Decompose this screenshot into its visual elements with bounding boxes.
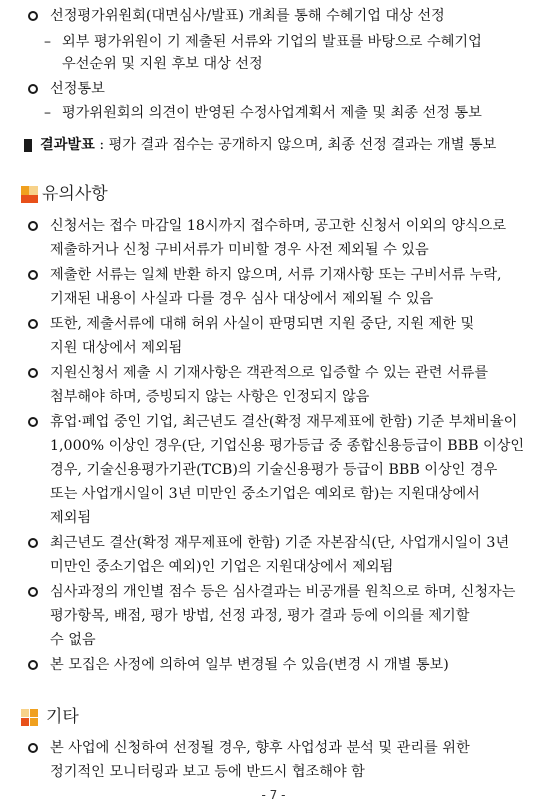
result-announcement [0,133,547,157]
result-label: 결과발표 [40,137,95,153]
list-item [0,580,547,604]
circle-bullet-icon [28,538,38,548]
list-item [0,653,547,677]
list-item [0,458,547,482]
circle-bullet-icon [28,587,38,597]
list-item-text: 제출하거나 신청 구비서류가 미비할 경우 사전 제외될 수 있음 [50,242,429,258]
list-item-text: 휴업·폐업 중인 기업, 최근년도 결산(확정 재무제표에 한함) 기준 부채비율이 [50,414,518,430]
list-item-text: 본 모집은 사정에 의하여 일부 변경될 수 있음(변경 시 개별 통보) [50,657,449,673]
list-item-text: 지원 대상에서 제외됨 [50,340,183,356]
list-item-text: 본 사업에 신청하여 선정될 경우, 향후 사업성과 분석 및 관리를 위한 [50,740,470,756]
dash-bullet-icon: – [44,34,51,50]
list-item [0,555,547,579]
circle-bullet-icon [28,84,38,94]
list-item [0,531,547,555]
list-item: – 평가위원회의 의견이 반영된 수정사업계획서 제출 및 최종 선정 통보 [0,101,547,125]
list-item: – 외부 평가위원이 기 제출된 서류와 기업의 발표를 바탕으로 수혜기업 [0,30,547,54]
list-item [0,287,547,311]
result-text: : 평가 결과 점수는 공개하지 않으며, 최종 선정 결과는 개별 통보 [94,137,497,153]
page-number: - 7 - [261,788,286,802]
list-item [0,604,547,628]
section-title: 유의사항 [42,184,108,204]
list-item: 선정평가위원회(대면심사/발표) 개최를 통해 수혜기업 대상 선정 [0,4,547,28]
list-item-text: 또는 사업개시일이 3년 미만인 중소기업은 예외로 함)는 지원대상에서 [50,486,480,502]
section-title: 기타 [46,707,79,727]
square-bullet-icon [24,139,32,152]
circle-bullet-icon [28,660,38,670]
list-item [0,214,547,238]
list-item [0,628,547,652]
list-item [0,506,547,530]
list-item-text: 또한, 제출서류에 대해 허위 사실이 판명되면 지원 중단, 지원 제한 및 [50,316,475,332]
circle-bullet-icon [28,270,38,280]
orange-grid-icon [21,709,38,726]
list-item [0,760,547,784]
orange-square-icon [21,186,38,203]
list-item: 우선순위 및 지원 후보 대상 선정 [62,56,263,72]
list-item-text: 신청서는 접수 마감일 18시까지 접수하며, 공고한 신청서 이외의 양식으로 [50,218,507,234]
list-item-text: 경우, 기술신용평가기관(TCB)의 기술신용평가 등급이 BBB 이상인 경우 [50,462,498,478]
list-item [0,336,547,360]
section-heading-etc [0,702,547,732]
list-item-text: 수 없음 [50,632,96,648]
list-item [0,385,547,409]
circle-bullet-icon [28,319,38,329]
list-item-text: 심사과정의 개인별 점수 등은 심사결과는 비공개를 원칙으로 하며, 신청자는 [50,584,516,600]
circle-bullet-icon [28,11,38,21]
list-item [0,482,547,506]
list-item-text: 최근년도 결산(확정 재무제표에 한함) 기준 자본잠식(단, 사업개시일이 3년 [50,535,510,551]
list-item-text: 지원신청서 제출 시 기재사항은 객관적으로 입증할 수 있는 관련 서류를 [50,365,489,381]
circle-bullet-icon [28,368,38,378]
circle-bullet-icon [28,743,38,753]
list-item [0,434,547,458]
list-item-text: 정기적인 모니터링과 보고 등에 반드시 협조해야 함 [50,764,365,780]
dash-bullet-icon: – [44,105,51,121]
list-item: 선정통보 [0,77,547,101]
list-item [0,312,547,336]
circle-bullet-icon [28,417,38,427]
list-item-text: 1,000% 이상인 경우(단, 기업신용 평가등급 중 종합신용등급이 BBB 이상인 [50,438,525,454]
list-item [0,410,547,434]
list-item-text: 제출한 서류는 일체 반환 하지 않으며, 서류 기재사항 또는 구비서류 누락, [50,267,502,283]
list-item-text: 첨부해야 하며, 증빙되지 않는 사항은 인정되지 않음 [50,389,370,405]
list-item-text: 미만인 중소기업은 예외)인 기업은 지원대상에서 제외됨 [50,559,394,575]
list-item [0,736,547,760]
circle-bullet-icon [28,221,38,231]
list-item-text: 기재된 내용이 사실과 다를 경우 심사 대상에서 제외될 수 있음 [50,291,434,307]
list-item [0,361,547,385]
list-item [0,263,547,287]
list-item-text: 평가항목, 배점, 평가 방법, 선정 과정, 평가 결과 등에 이의를 제기할 [50,608,470,624]
list-item-text: 제외됨 [50,510,92,526]
section-heading-caution [0,179,547,209]
list-item [0,238,547,262]
